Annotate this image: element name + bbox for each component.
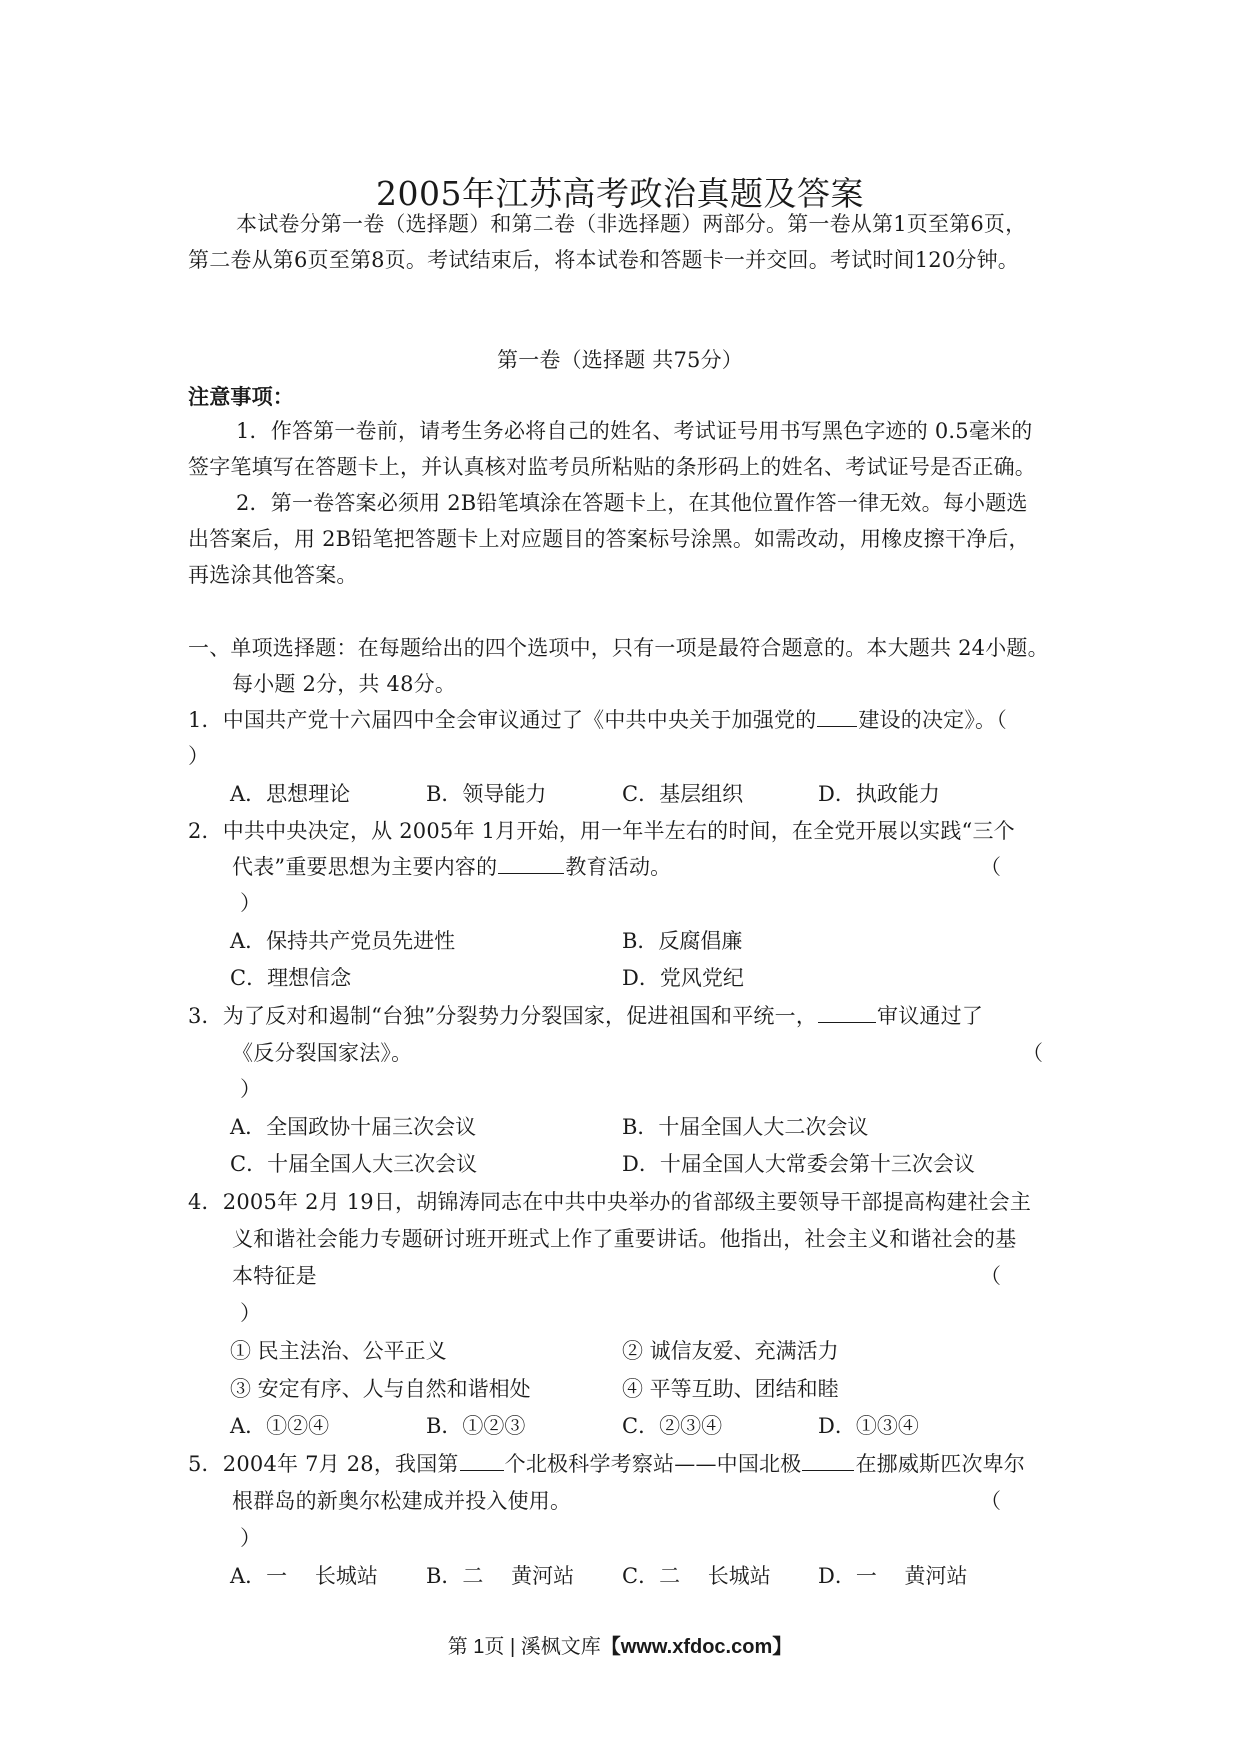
notice-line-3: 2．第一卷答案必须用 2B铅笔填涂在答题卡上，在其他位置作答一律无效。每小题选 (236, 491, 1028, 515)
question-1-option-c: C．基层组织 (622, 782, 744, 806)
question-4-stem-line-3: 本特征是 (232, 1264, 317, 1288)
question-3-stem-line-1 (188, 1001, 983, 1031)
question-5-stem-post: 在挪威斯匹次卑尔 (855, 1452, 1026, 1476)
question-5-stem-mid: 个北极科学考察站——中国北极 (504, 1452, 802, 1476)
question-3-close-paren: ） (240, 1077, 262, 1101)
question-1-stem (188, 705, 1007, 735)
question-4-stem-line-2: 义和谐社会能力专题研讨班开班式上作了重要讲话。他指出，社会主义和谐社会的基 (232, 1227, 1017, 1251)
question-4-item-1: ① 民主法治、公平正义 (230, 1339, 447, 1363)
question-3-stem-line-2: 《反分裂国家法》。 (232, 1041, 413, 1065)
answer-blank (498, 853, 564, 874)
question-2-stem-line-2 (232, 852, 671, 882)
question-3-open-paren: （ (1022, 1041, 1044, 1065)
question-4-open-paren: （ (980, 1264, 1002, 1288)
question-2-option-c: C．理想信念 (230, 966, 352, 990)
question-4-item-3: ③ 安定有序、人与自然和谐相处 (230, 1377, 531, 1401)
answer-blank (802, 1450, 854, 1471)
question-4-item-2: ② 诚信友爱、充满活力 (622, 1339, 839, 1363)
question-2-option-b: B．反腐倡廉 (622, 929, 743, 953)
notice-line-5: 再选涂其他答案。 (188, 563, 358, 587)
question-4-close-paren: ） (240, 1301, 262, 1325)
question-3-stem-post: 审议通过了 (877, 1004, 984, 1028)
question-2-stem-pre: 代表”重要思想为主要内容的 (232, 855, 498, 879)
question-1-option-d: D．执政能力 (818, 782, 940, 806)
question-4-stem-line-1: 4．2005年 2月 19日，胡锦涛同志在中共中央举办的省部级主要领导干部提高构建社会主 (188, 1190, 1032, 1214)
answer-blank (818, 1002, 876, 1023)
question-5-option-b: B．二 黄河站 (426, 1564, 575, 1588)
question-4-option-a: A．①②④ (230, 1414, 330, 1438)
question-5-option-a: A．一 长城站 (230, 1564, 378, 1588)
document-title: 2005年江苏高考政治真题及答案 (376, 174, 864, 213)
question-1-option-b: B．领导能力 (426, 782, 547, 806)
notice-line-4: 出答案后，用 2B铅笔把答题卡上对应题目的答案标号涂黑。如需改动，用橡皮擦干净后， (188, 527, 1030, 551)
question-3-option-b: B．十届全国人大二次会议 (622, 1115, 869, 1139)
part1-heading: 一、单项选择题：在每题给出的四个选项中，只有一项是最符合题意的。本大题共 24小题。 (188, 636, 1049, 660)
question-5-stem-pre: 5．2004年 7月 28，我国第 (188, 1452, 459, 1476)
question-5-close-paren: ） (240, 1526, 262, 1550)
question-5-open-paren: （ (980, 1489, 1002, 1513)
question-4-option-d: D．①③④ (818, 1414, 919, 1438)
section-heading: 第一卷（选择题 共75分） (497, 348, 743, 372)
notice-line-1: 1．作答第一卷前，请考生务必将自己的姓名、考试证号用书写黑色字迹的 0.5毫米的 (236, 419, 1033, 443)
question-2-stem-line-1: 2．中共中央决定，从 2005年 1月开始，用一年半左右的时间，在全党开展以实践“三个 (188, 819, 1015, 843)
page-footer (0, 1632, 1240, 1662)
intro-line-1: 本试卷分第一卷（选择题）和第二卷（非选择题）两部分。第一卷从第1页至第6页， (236, 212, 1027, 236)
question-3-option-d: D．十届全国人大常委会第十三次会议 (622, 1152, 975, 1176)
part1-subheading: 每小题 2分，共 48分。 (232, 672, 457, 696)
question-1-option-a: A．思想理论 (230, 782, 351, 806)
question-2-stem-post: 教育活动。 (565, 855, 672, 879)
question-4-option-b: B．①②③ (426, 1414, 526, 1438)
question-1-stem-pre: 1．中国共产党十六届四中全会审议通过了《中共中央关于加强党的 (188, 708, 817, 732)
question-3-option-a: A．全国政协十届三次会议 (230, 1115, 477, 1139)
question-2-open-paren: （ (980, 855, 1002, 879)
question-3-stem-pre: 3．为了反对和遏制“台独”分裂势力分裂国家，促进祖国和平统一， (188, 1004, 818, 1028)
question-5-option-c: C．二 长城站 (622, 1564, 771, 1588)
answer-blank (817, 706, 857, 727)
question-2-option-d: D．党风党纪 (622, 966, 744, 990)
question-5-stem-line-2: 根群岛的新奥尔松建成并投入使用。 (232, 1489, 572, 1513)
notice-heading: 注意事项： (188, 384, 294, 409)
question-5-option-d: D．一 黄河站 (818, 1564, 968, 1588)
question-2-option-a: A．保持共产党员先进性 (230, 929, 456, 953)
question-4-item-4: ④ 平等互助、团结和睦 (622, 1377, 839, 1401)
footer-site-link[interactable]: 【www.xfdoc.com】 (600, 1636, 793, 1658)
question-2-close-paren: ） (240, 891, 262, 915)
footer-page-label: 第 1页 | 溪枫文库 (447, 1636, 601, 1658)
intro-line-2: 第二卷从第6页至第8页。考试结束后，将本试卷和答题卡一并交回。考试时间120分钟。 (188, 248, 1020, 272)
question-1-stem-post: 建设的决定》。（ (858, 708, 1007, 732)
question-5-stem-line-1 (188, 1449, 1025, 1479)
notice-line-2: 签字笔填写在答题卡上，并认真核对监考员所粘贴的条形码上的姓名、考试证号是否正确。 (188, 455, 1036, 479)
question-4-option-c: C．②③④ (622, 1414, 723, 1438)
question-3-option-c: C．十届全国人大三次会议 (230, 1152, 478, 1176)
question-1-close-paren: ） (188, 744, 210, 768)
answer-blank (460, 1450, 504, 1471)
